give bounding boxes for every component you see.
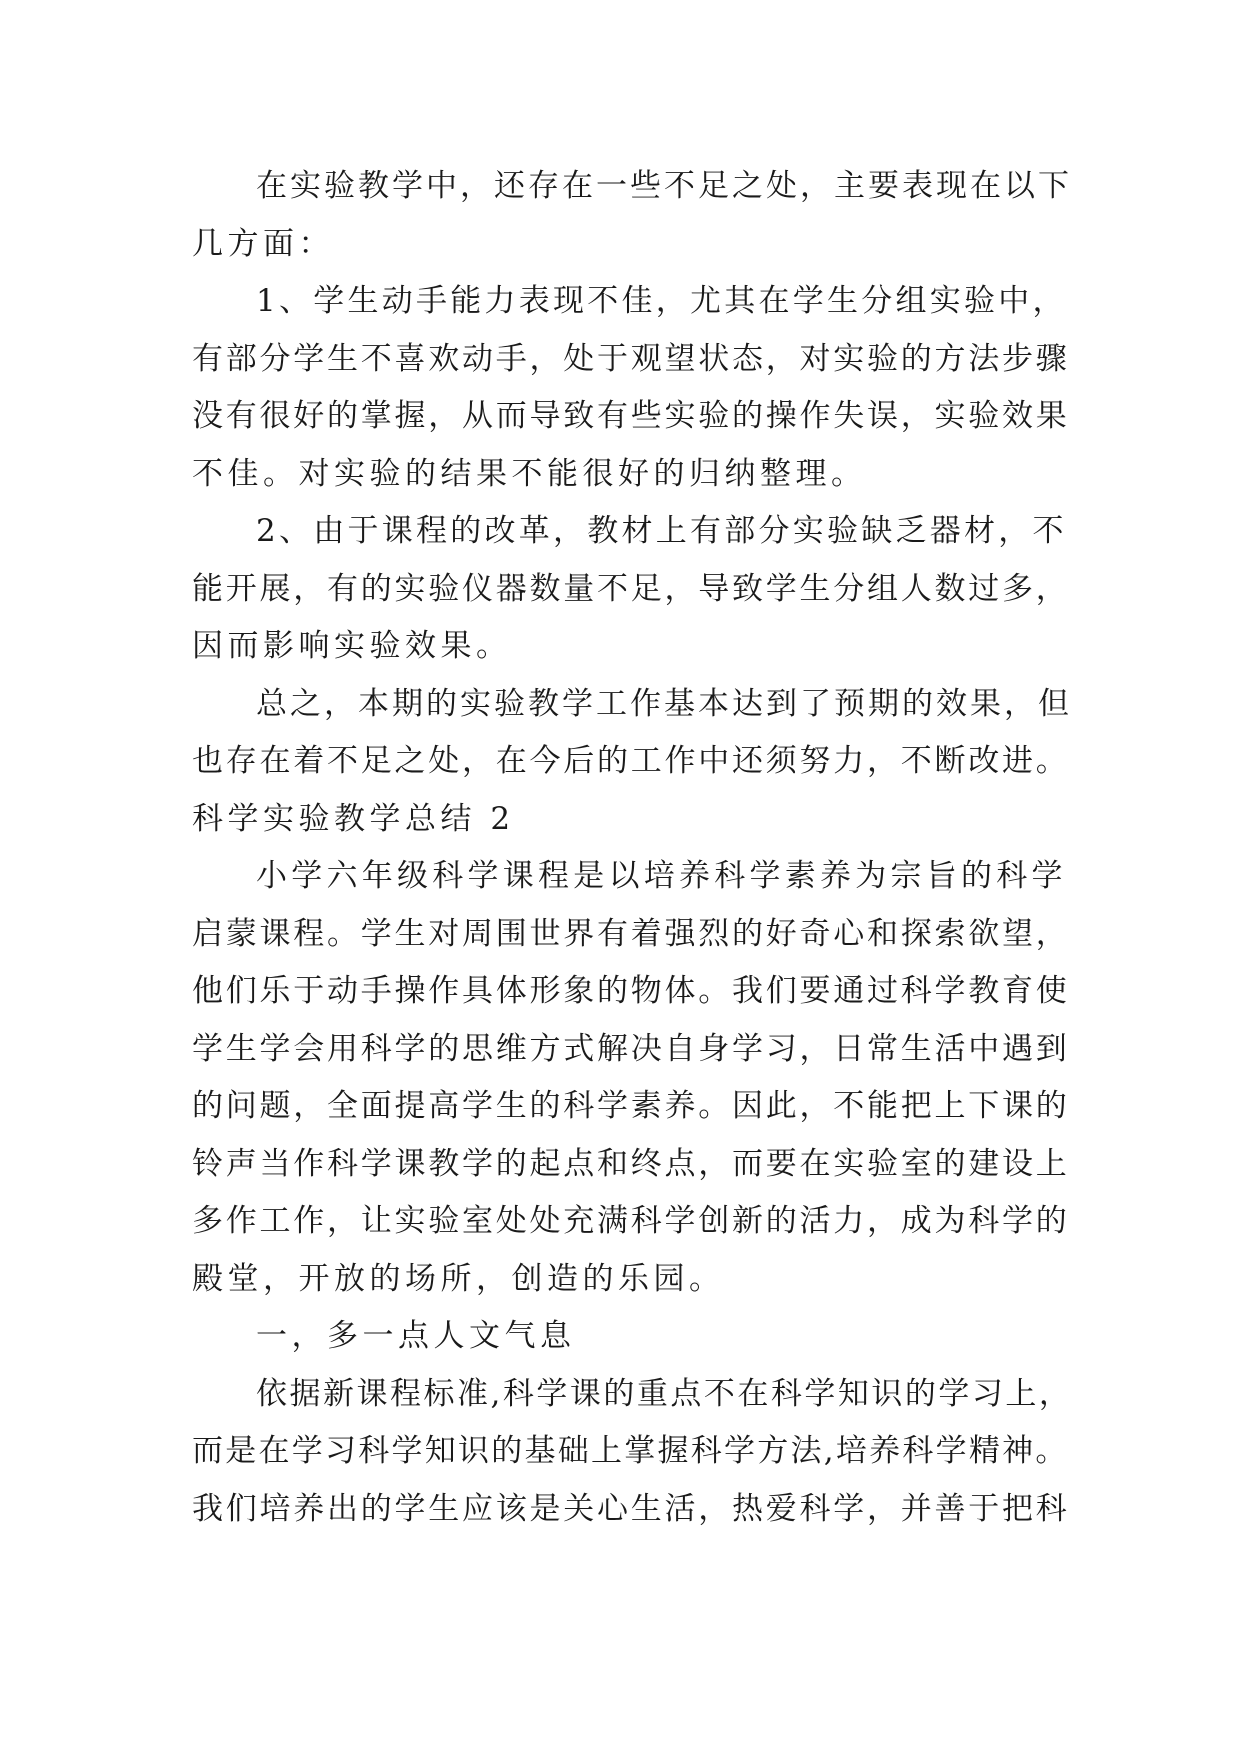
text-line: 学生学会用科学的思维方式解决自身学习，日常生活中遇到 bbox=[192, 1030, 1070, 1067]
text-line: 我们培养出的学生应该是关心生活，热爱科学，并善于把科 bbox=[192, 1490, 1070, 1527]
text-line: 也存在着不足之处，在今后的工作中还须努力，不断改进。 bbox=[192, 743, 1070, 779]
text-line: 依据新课程标准,科学课的重点不在科学知识的学习上， bbox=[256, 1375, 1073, 1412]
text-line: 的问题，全面提高学生的科学素养。因此，不能把上下课的 bbox=[192, 1088, 1070, 1124]
text-line: 1、学生动手能力表现不佳，尤其在学生分组实验中， bbox=[256, 283, 1067, 319]
text-line: 多作工作，让实验室处处充满科学创新的活力，成为科学的 bbox=[192, 1203, 1070, 1239]
text-line: 没有很好的掌握，从而导致有些实验的操作失误，实验效果 bbox=[192, 398, 1070, 434]
text-line: 他们乐于动手操作具体形象的物体。我们要通过科学教育使 bbox=[192, 973, 1070, 1009]
text-line: 启蒙课程。学生对周围世界有着强烈的好奇心和探索欲望， bbox=[192, 915, 1070, 952]
text-line: 殿堂，开放的场所，创造的乐园。 bbox=[192, 1260, 725, 1297]
text-line: 总之，本期的实验教学工作基本达到了预期的效果，但 bbox=[256, 685, 1072, 722]
text-line: 能开展，有的实验仪器数量不足，导致学生分组人数过多， bbox=[192, 570, 1070, 607]
text-line: 2、由于课程的改革，教材上有部分实验缺乏器材，不 bbox=[256, 513, 1067, 549]
text-line: 不佳。对实验的结果不能很好的归纳整理。 bbox=[192, 455, 867, 492]
subheading: 一，多一点人文气息 bbox=[256, 1318, 576, 1354]
document-body bbox=[192, 158, 1072, 1538]
text-line: 几方面： bbox=[192, 225, 334, 262]
text-line: 有部分学生不喜欢动手，处于观望状态，对实验的方法步骤 bbox=[192, 340, 1070, 377]
text-line: 小学六年级科学课程是以培养科学素养为宗旨的科学 bbox=[256, 858, 1067, 894]
text-line: 在实验教学中，还存在一些不足之处，主要表现在以下 bbox=[256, 168, 1072, 204]
text-line: 因而影响实验效果。 bbox=[192, 628, 512, 664]
text-line: 铃声当作科学课教学的起点和终点，而要在实验室的建设上 bbox=[192, 1145, 1070, 1182]
section-heading: 科学实验教学总结 2 bbox=[192, 800, 515, 837]
text-line: 而是在学习科学知识的基础上掌握科学方法,培养科学精神。 bbox=[192, 1433, 1069, 1469]
